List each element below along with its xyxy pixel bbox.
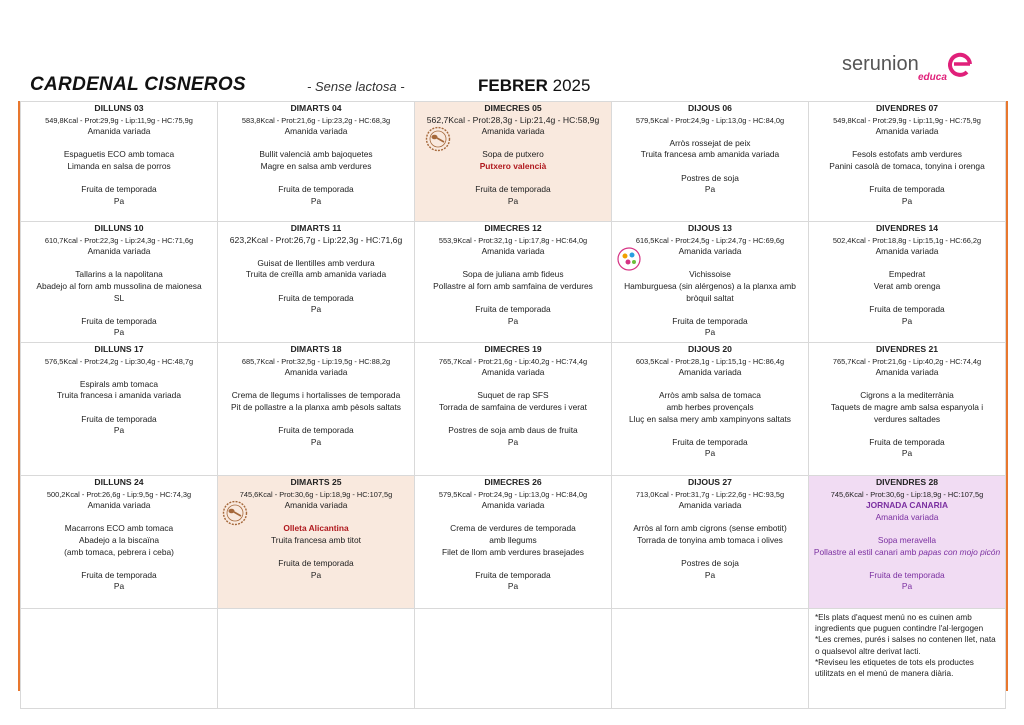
spacer (24, 367, 214, 379)
nutrition-info: 685,7Kcal - Prot:32,5g - Lip:19,5g - HC:88,2g (241, 356, 391, 366)
dish-line: Fruita de temporada (672, 436, 748, 447)
spacer (24, 402, 214, 414)
serunion-logo (842, 48, 982, 88)
dish-line: Amanida variada (678, 500, 742, 511)
dish-line: Amanida variada (481, 126, 545, 137)
nutrition-info: 583,8Kcal - Prot:21,6g - Lip:23,2g - HC:68,3g (241, 115, 391, 125)
school-name: CARDENAL CISNEROS (30, 74, 246, 95)
dish-line: Limanda en salsa de porros (67, 160, 171, 171)
note-line: *Els plats d'aquest menú no es cuinen amb ingredients que puguen contindre l'al·lergogen (815, 613, 984, 634)
dish-line: Truita de creïlla amb amanida variada (245, 269, 387, 280)
spacer (615, 161, 805, 173)
nutrition-info: 562,7Kcal - Prot:28,3g - Lip:21,4g - HC:58,9g (426, 114, 600, 125)
logo-sub: educa (918, 72, 947, 83)
spacer (418, 512, 608, 524)
nutrition-info: 713,0Kcal - Prot:31,7g - Lip:22,6g - HC:93,5g (635, 489, 785, 499)
dish-line: Fruita de temporada (81, 569, 157, 580)
spacer (24, 138, 214, 150)
empty-cell (415, 609, 612, 709)
day-title: DIMECRES 12 (484, 223, 542, 233)
nutrition-info: 553,9Kcal - Prot:32,1g - Lip:17,8g - HC:64,0g (438, 235, 588, 245)
nutrition-info: 576,5Kcal - Prot:24,2g - Lip:30,4g - HC:48,7g (44, 356, 194, 366)
dish-line: Amanida variada (875, 126, 939, 137)
day-cell (21, 476, 218, 609)
spacer (418, 414, 608, 426)
featured-dish: Putxero valencià (479, 160, 547, 171)
dish-line: Pa (901, 195, 913, 206)
week-row (21, 222, 1006, 343)
dish-line: Pa (704, 448, 716, 459)
day-title: DIVENDRES 07 (875, 103, 939, 113)
spacer (812, 293, 1002, 305)
day-title: DIJOUS 13 (688, 223, 732, 233)
month-year (478, 76, 590, 96)
dish-line: Pa (310, 436, 322, 447)
dish-line: Cigrons a la mediterrània (860, 390, 954, 401)
dish-line: Amanida variada (481, 500, 545, 511)
spacer (418, 379, 608, 391)
dish-line: Pa (507, 581, 519, 592)
day-cell (218, 476, 415, 609)
spacer (418, 173, 608, 185)
dish-line: Fruita de temporada (672, 315, 748, 326)
dish-line: Tallarins a la napolitana (75, 269, 163, 280)
dish-line: Filet de llom amb verdures brasejades (442, 546, 584, 557)
day-title: DIVENDRES 21 (875, 344, 939, 354)
dish-line: Panini casolà de tomaca, tonyina i orenga (829, 160, 985, 171)
dish-line: Pa (310, 304, 322, 315)
menu-table (20, 101, 1006, 709)
day-cell (612, 102, 809, 222)
day-cell (809, 222, 1006, 343)
spacer (615, 258, 805, 270)
dish-line: Fruita de temporada (278, 292, 354, 303)
nutrition-info: 765,7Kcal - Prot:21,6g - Lip:40,2g - HC:74,4g (832, 356, 982, 366)
day-cell (415, 343, 612, 476)
day-title: DIJOUS 20 (688, 344, 732, 354)
featured-dish: Olleta Alicantina (283, 523, 349, 534)
dish-line: Truita francesa i amanida variada (57, 390, 181, 401)
dish-line: verdures saltades (873, 413, 941, 424)
dish-line: Macarrons ECO amb tomaca (64, 523, 174, 534)
day-title: DIJOUS 06 (688, 103, 732, 113)
spacer (615, 379, 805, 391)
day-cell (21, 222, 218, 343)
dish-line: Sopa de juliana amb fideus (462, 269, 564, 280)
nutrition-info: 616,5Kcal - Prot:24,5g - Lip:24,7g - HC:69,6g (635, 235, 785, 245)
dish-line: Empedrat (888, 269, 926, 280)
day-cell (809, 102, 1006, 222)
dish-line: Abadejo al forn amb mussolina de maionesa (36, 280, 202, 291)
dish-line: Truita francesa amb titot (271, 534, 361, 545)
dish-line: Pa (901, 315, 913, 326)
nutrition-info: 502,4Kcal - Prot:18,8g - Lip:15,1g - HC:66,2g (832, 235, 982, 245)
day-title: DIMECRES 05 (484, 103, 542, 113)
spacer (615, 304, 805, 316)
dish-line: Pa (113, 195, 125, 206)
dish-line: Espaguetis ECO amb tomaca (63, 149, 175, 160)
spacer (812, 523, 1002, 535)
spacer (24, 304, 214, 316)
dish-line: Sopa meravella (877, 534, 937, 545)
menu-header (0, 0, 1024, 100)
nutrition-info: 765,7Kcal - Prot:21,6g - Lip:40,2g - HC:74,4g (438, 356, 588, 366)
dish-line: amb herbes provençals (666, 401, 754, 412)
dish-line: Fruita de temporada (278, 425, 354, 436)
day-cell (21, 343, 218, 476)
dish-line: Guisat de llentilles amb verdura (257, 257, 375, 268)
day-cell (415, 102, 612, 222)
dish-line: Suquet de rap SFS (477, 390, 549, 401)
spacer (812, 558, 1002, 570)
day-cell (415, 476, 612, 609)
week-row (21, 102, 1006, 222)
week-row (21, 476, 1006, 609)
day-title: DILLUNS 03 (94, 103, 144, 113)
event-title: JORNADA CANARIA (865, 500, 949, 511)
dish-line: Arròs amb salsa de tomaca (659, 390, 761, 401)
spacer (418, 293, 608, 305)
dish-line: Fruita de temporada (869, 569, 945, 580)
nutrition-info: 579,5Kcal - Prot:24,9g - Lip:13,0g - HC:84,0g (438, 489, 588, 499)
spacer (221, 547, 411, 559)
empty-cell (218, 609, 415, 709)
dish-line: Crema de verdures de temporada (450, 523, 576, 534)
spacer (615, 126, 805, 138)
spacer (812, 138, 1002, 150)
dish-line: Pa (113, 425, 125, 436)
dish-line: Fruita de temporada (869, 184, 945, 195)
spacer (221, 414, 411, 426)
spacer (418, 258, 608, 270)
nutrition-info: 500,2Kcal - Prot:26,6g - Lip:9,5g - HC:74,3g (46, 489, 192, 499)
dish-line: Fruita de temporada (869, 304, 945, 315)
featured-dish (812, 547, 1002, 559)
day-title: DILLUNS 24 (94, 477, 144, 487)
dish-line: Pa (113, 581, 125, 592)
dish-line: Amanida variada (678, 246, 742, 257)
nutrition-info: 623,2Kcal - Prot:26,7g - Lip:22,3g - HC:71,6g (229, 234, 403, 245)
day-title: DIMARTS 25 (290, 477, 342, 487)
dish-line: Bullit valencià amb bajoquetes (259, 149, 373, 160)
dish-line: Magre en salsa amb verdures (260, 160, 372, 171)
dish-line: Truita francesa amb amanida variada (640, 149, 780, 160)
day-cell (21, 102, 218, 222)
day-title: DILLUNS 17 (94, 344, 144, 354)
dish-line: Pa (113, 327, 125, 338)
dish-line: Pa (507, 315, 519, 326)
spacer (221, 138, 411, 150)
spacer (615, 425, 805, 437)
dish-italic-text: papas con mojo picón (918, 546, 1001, 557)
dish-line: Amanida variada (87, 500, 151, 511)
nutrition-info: 549,8Kcal - Prot:29,9g - Lip:11,9g - HC:75,9g (45, 115, 193, 125)
spacer (812, 258, 1002, 270)
dish-line: Torrada de samfaina de verdures i verat (438, 401, 588, 412)
spacer (24, 173, 214, 185)
dish-line: Amanida variada (284, 367, 348, 378)
dish-line: Espirals amb tomaca (79, 378, 159, 389)
dish-line: Crema de llegums i hortalisses de temporada (231, 390, 401, 401)
spacer (418, 558, 608, 570)
weekly-menu-grid (18, 101, 1008, 691)
dish-text: Pollastre al estil canari amb (813, 546, 919, 557)
dish-line: Amanida variada (481, 246, 545, 257)
spacer (24, 558, 214, 570)
day-cell (218, 222, 415, 343)
spacer (812, 425, 1002, 437)
nutrition-info: 549,8Kcal - Prot:29,9g - Lip:11,9g - HC:75,9g (833, 115, 981, 125)
dish-line: Lluç en salsa mery amb xampinyons saltats (629, 413, 791, 424)
spacer (221, 246, 411, 258)
nutrition-info: 610,7Kcal - Prot:22,3g - Lip:24,3g - HC:71,6g (44, 235, 194, 245)
nutrition-info: 745,6Kcal - Prot:30,6g - Lip:18,9g - HC:107,5g (830, 489, 984, 499)
spacer (221, 173, 411, 185)
spacer (221, 512, 411, 524)
year: 2025 (552, 76, 591, 95)
kids-choice-badge-icon (616, 246, 642, 272)
dish-line: Fruita de temporada (278, 558, 354, 569)
month-name: FEBRER (478, 76, 548, 95)
day-cell (612, 222, 809, 343)
empty-cell (21, 609, 218, 709)
dish-line: Amanida variada (875, 246, 939, 257)
dish-line: Amanida variada (87, 246, 151, 257)
day-cell (612, 343, 809, 476)
dish-line: bròquil saltat (686, 292, 734, 303)
logo-word: serunion (842, 53, 919, 75)
dish-line: Amanida variada (678, 367, 742, 378)
day-title: DIVENDRES 28 (875, 477, 939, 487)
day-title: DILLUNS 10 (94, 223, 144, 233)
dish-line: Pit de pollastre a la planxa amb pèsols saltats (231, 401, 401, 412)
day-title: DIJOUS 27 (688, 477, 732, 487)
dish-line: Amanida variada (284, 126, 348, 137)
dish-line: Fruita de temporada (81, 184, 157, 195)
day-cell (612, 476, 809, 609)
dish-line: Amanida variada (875, 367, 939, 378)
dish-line: Pa (901, 448, 913, 459)
dish-line: Arròs rossejat de peix (669, 137, 751, 148)
day-cell (218, 102, 415, 222)
dish-line: Amanida variada (87, 126, 151, 137)
day-cell (809, 343, 1006, 476)
dish-line: Amanida variada (284, 500, 348, 511)
day-cell (218, 343, 415, 476)
dish-line: Torrada de tonyina amb tomaca i olives (637, 534, 783, 545)
traditional-dish-stamp-icon (425, 126, 451, 152)
dish-line: SL (113, 292, 125, 303)
dish-line: amb llegums (489, 534, 537, 545)
dish-line: Amanida variada (875, 511, 939, 522)
dish-line: Postres de soja amb daus de fruita (448, 425, 578, 436)
dish-line: Taquets de magre amb salsa espanyola i (830, 401, 984, 412)
logo-e-icon (946, 50, 976, 80)
notes-row (21, 609, 1006, 709)
spacer (812, 173, 1002, 185)
dish-line: Fruita de temporada (278, 184, 354, 195)
dish-line: Hamburguesa (sin alérgenos) a la planxa amb (624, 280, 796, 291)
day-title: DIVENDRES 14 (875, 223, 939, 233)
dish-line: Fruita de temporada (475, 569, 551, 580)
dish-line: Vichissoise (689, 269, 731, 280)
dish-line: Pa (901, 581, 913, 592)
dish-line: Pollastre al forn amb samfaina de verdures (433, 280, 593, 291)
day-title: DIMECRES 26 (484, 477, 542, 487)
dish-line: Sopa de putxero (482, 149, 544, 160)
dish-line: Abadejo a la biscaïna (78, 534, 160, 545)
spacer (221, 379, 411, 391)
dish-line: (amb tomaca, pebrera i ceba) (64, 546, 174, 557)
dish-line: Pa (507, 436, 519, 447)
day-title: DIMECRES 19 (484, 344, 542, 354)
spacer (615, 547, 805, 559)
day-title: DIMARTS 04 (290, 103, 342, 113)
day-cell (415, 222, 612, 343)
spacer (24, 512, 214, 524)
dish-line: Pa (704, 327, 716, 338)
dish-line: Amanida variada (481, 367, 545, 378)
week-row (21, 343, 1006, 476)
empty-cell (612, 609, 809, 709)
spacer (221, 281, 411, 293)
dish-line: Pa (310, 569, 322, 580)
dish-line: Pa (310, 195, 322, 206)
dish-line: Fruita de temporada (475, 184, 551, 195)
dish-line: Fesols estofats amb verdures (852, 149, 962, 160)
note-line: *Reviseu les etiquetes de tots els productes utilitzats en el menú de manera diària. (815, 657, 974, 679)
dish-line: Postres de soja (681, 172, 739, 183)
day-title: DIMARTS 18 (290, 344, 342, 354)
diet-label: - Sense lactosa - (307, 79, 405, 94)
dish-line: Pa (704, 569, 716, 580)
note-line: *Les cremes, purés i salses no contenen llet, nata o qualsevol altre derivat lacti. (815, 635, 996, 656)
day-title: DIMARTS 11 (290, 223, 342, 233)
traditional-dish-stamp-icon (222, 500, 248, 526)
spacer (812, 379, 1002, 391)
nutrition-info: 579,5Kcal - Prot:24,9g - Lip:13,0g - HC:84,0g (635, 115, 785, 125)
dish-line: Fruita de temporada (475, 304, 551, 315)
dish-line: Pa (704, 184, 716, 195)
nutrition-info: 745,6Kcal - Prot:30,6g - Lip:18,9g - HC:107,5g (239, 489, 393, 499)
dish-line: Arròs al forn amb cigrons (sense embotit) (633, 523, 787, 534)
day-cell (809, 476, 1006, 609)
dish-line: Verat amb orenga (873, 280, 941, 291)
allergen-notes (809, 609, 1006, 709)
dish-line: Pa (507, 195, 519, 206)
dish-line: Fruita de temporada (869, 436, 945, 447)
spacer (615, 512, 805, 524)
dish-line: Postres de soja (681, 558, 739, 569)
nutrition-info: 603,5Kcal - Prot:28,1g - Lip:15,1g - HC:86,4g (635, 356, 785, 366)
dish-line: Fruita de temporada (81, 315, 157, 326)
spacer (24, 258, 214, 270)
dish-line: Fruita de temporada (81, 413, 157, 424)
